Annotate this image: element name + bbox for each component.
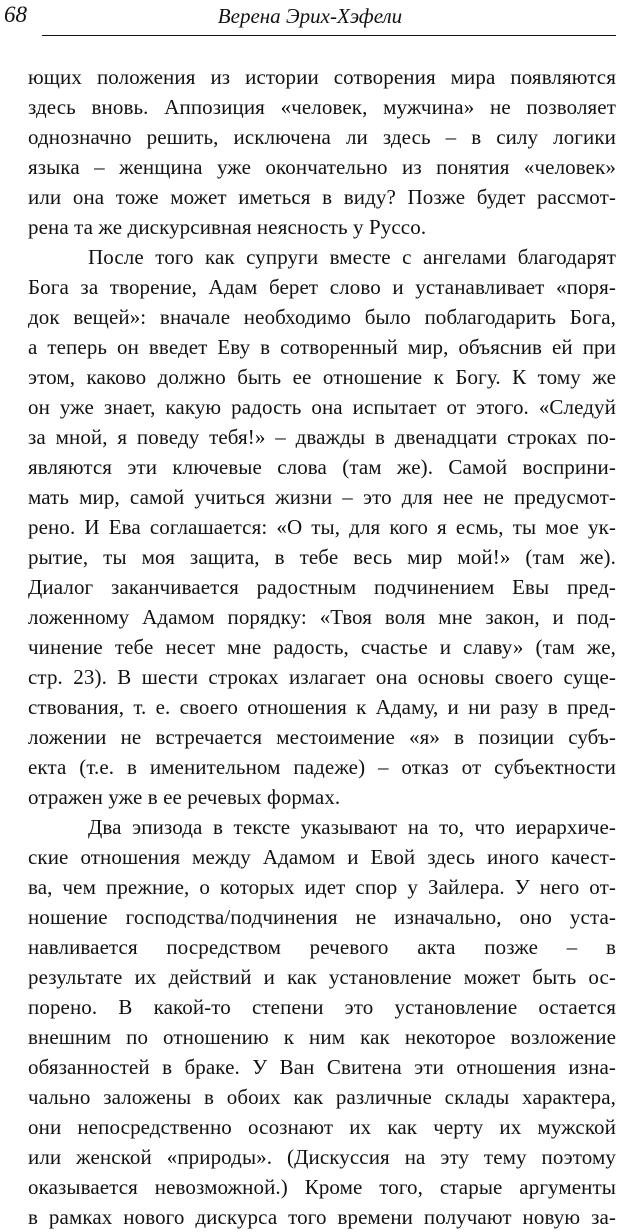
text-line: После того как супруги вместе с ангелами благодарят [88, 245, 616, 269]
text-line: а теперь он введет Еву в сотворенный мир, объяснив ей при [28, 335, 616, 359]
text-line: однозначно решить, исключена ли здесь – в силу логики [28, 125, 616, 149]
header-rule [42, 35, 616, 36]
text-line: екта (т.е. в именительном падеже) – отказ от субъектности [28, 755, 616, 779]
text-line: рытие, ты моя защита, в тебе весь мир мой!» (там же). [28, 545, 616, 569]
text-line: ва, чем прежние, о которых идет спор у Зайлера. У него от- [28, 875, 616, 899]
text-line: здесь вновь. Аппозиция «человек, мужчина» не позволяет [28, 95, 616, 119]
text-line: или женской «природы». (Дискуссия на эту тему поэтому [28, 1145, 616, 1169]
text-line: док вещей»: вначале необходимо было поблагодарить Бога, [28, 305, 616, 329]
text-line: рено. И Ева соглашается: «О ты, для кого я есмь, ты мое ук- [28, 515, 616, 539]
text-line: навливается посредством речевого акта позже – в [28, 935, 616, 959]
page-number: 68 [4, 2, 27, 27]
text-line: ющих положения из истории сотворения мира появляются [28, 65, 616, 89]
text-line: за мной, я поведу тебя!» – дважды в двенадцати строках по- [28, 425, 616, 449]
text-line: он уже знает, какую радость она испытает от этого. «Следуй [28, 395, 616, 419]
text-line: внешним по отношению к ним как некоторое возложение [28, 1025, 616, 1049]
text-line: ношение господства/подчинения не изначально, оно уста- [28, 905, 616, 929]
text-line: обязанностей в браке. У Ван Свитена эти отношения изна- [28, 1055, 616, 1079]
text-line: ложении не встречается местоимение «я» в позиции субъ- [28, 725, 616, 749]
text-line: чинение тебе несет мне радость, счастье и славу» (там же, [28, 635, 616, 659]
text-line: ствования, т. е. своего отношения к Адаму, и ни разу в пред- [28, 695, 616, 719]
text-line: отражен уже в ее речевых формах. [28, 785, 341, 809]
text-line: или она тоже может иметься в виду? Позже будет рассмот- [28, 185, 616, 209]
text-line: порено. В какой-то степени это установление остается [28, 995, 616, 1019]
text-line: результате их действий и как установление может быть ос- [28, 965, 616, 989]
text-line: в рамках нового дискурса того времени получают новую за- [28, 1205, 616, 1229]
text-line: мать мир, самой учиться жизни – это для нее не предусмот- [28, 485, 616, 509]
text-line: Бога за творение, Адам берет слово и устанавливает «поря- [28, 275, 616, 299]
text-line: рена та же дискурсивная неясность у Руссо. [28, 215, 427, 239]
text-line: Диалог заканчивается радостным подчинением Евы пред- [28, 575, 616, 599]
text-line: ложенному Адамом порядку: «Твоя воля мне закон, и под- [28, 605, 616, 629]
body-text [28, 62, 616, 1232]
text-line: языка – женщина уже окончательно из понятия «человек» [28, 155, 616, 179]
text-line: Два эпизода в тексте указывают на то, что иерархиче- [88, 815, 616, 839]
text-line: оказывается невозможной.) Кроме того, старые аргументы [28, 1175, 616, 1199]
running-head: Верена Эрих-Хэфели [217, 4, 403, 28]
text-line: этом, каково должно быть ее отношение к Богу. К тому же [28, 365, 616, 389]
page-header [0, 0, 620, 36]
text-line: ские отношения между Адамом и Евой здесь иного качест- [28, 845, 616, 869]
text-line: чально заложены в обоих как различные склады характера, [28, 1085, 616, 1109]
text-line: являются эти ключевые слова (там же). Самой восприни- [28, 455, 616, 479]
text-line: они непосредственно осознают их как черту их мужской [28, 1115, 616, 1139]
text-line: стр. 23). В шести строках излагает она основы своего суще- [28, 665, 616, 689]
